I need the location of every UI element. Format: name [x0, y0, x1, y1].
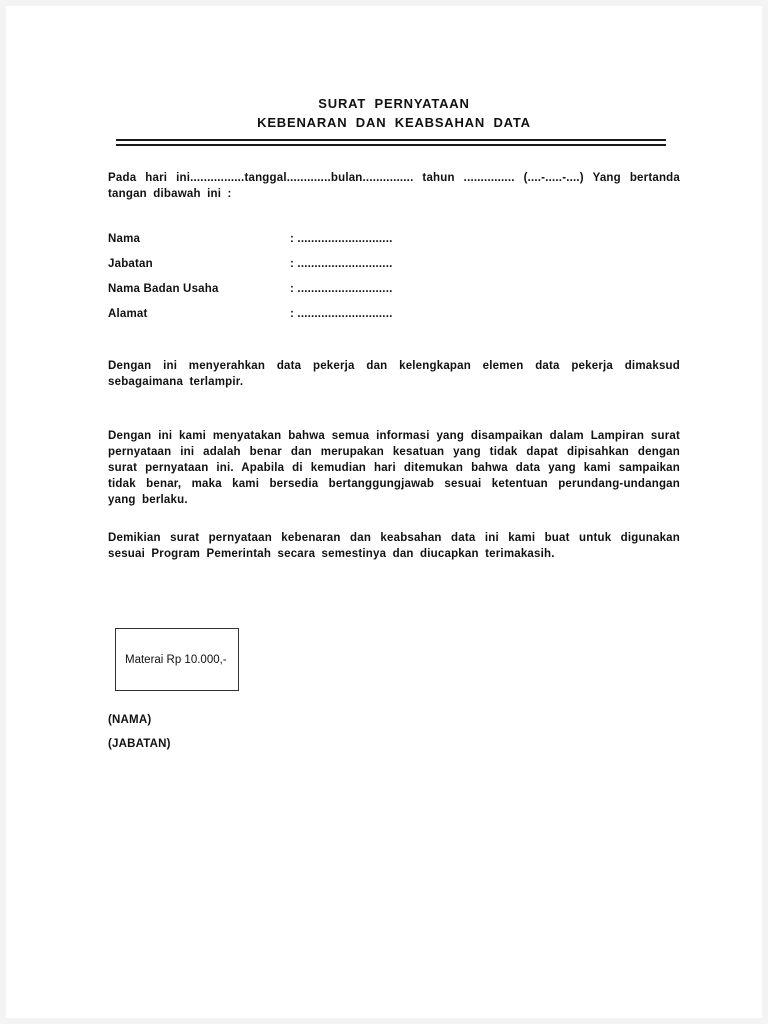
field-value-nama: : ............................ — [290, 233, 393, 245]
document-title — [108, 94, 680, 132]
title-line-1: SURAT PERNYATAAN — [318, 96, 470, 111]
field-label-alamat: Alamat — [108, 308, 148, 320]
intro-paragraph: Pada hari ini................tanggal.............bulan............... tahun ............... (....-.....-....) Yang bertanda tangan dibawah ini : — [108, 172, 680, 200]
signature-title-placeholder: (JABATAN) — [108, 738, 171, 750]
paragraph-handover: Dengan ini menyerahkan data pekerja dan kelengkapan elemen data pekerja dimaksud sebagaimana terlampir. — [108, 360, 680, 388]
title-line-2: KEBENARAN DAN KEABSAHAN DATA — [257, 115, 531, 130]
field-value-alamat: : ............................ — [290, 308, 393, 320]
field-row-nama — [108, 232, 680, 257]
signature-name-placeholder: (NAMA) — [108, 714, 152, 726]
paragraph-closing: Demikian surat pernyataan kebenaran dan keabsahan data ini kami buat untuk digunakan sesuai Program Pemerintah secara semestinya dan diucapkan terimakasih. — [108, 532, 680, 560]
field-row-nama-badan-usaha — [108, 282, 680, 307]
paragraph-statement: Dengan ini kami menyatakan bahwa semua informasi yang disampaikan dalam Lampiran surat pernyataan ini adalah benar dan merupakan kesatuan yang tidak dapat dipisahkan dengan surat pernyataan ini. Apabila di kemudian hari ditemukan bahwa data yang kami sampaikan tidak benar, maka kami bersedia bertanggungjawab sesuai ketentuan perundang-undangan yang berlaku. — [108, 430, 680, 506]
identity-fields — [108, 232, 680, 332]
field-label-jabatan: Jabatan — [108, 258, 153, 270]
field-row-alamat — [108, 307, 680, 332]
field-label-nama: Nama — [108, 233, 141, 245]
stamp-box — [115, 628, 239, 691]
field-value-jabatan: : ............................ — [290, 258, 393, 270]
field-row-jabatan — [108, 257, 680, 282]
title-divider-rule — [116, 139, 666, 146]
field-label-nama-badan-usaha: Nama Badan Usaha — [108, 283, 219, 295]
stamp-box-label: Materai Rp 10.000,- — [125, 653, 227, 666]
field-value-nama-badan-usaha: : ............................ — [290, 283, 393, 295]
